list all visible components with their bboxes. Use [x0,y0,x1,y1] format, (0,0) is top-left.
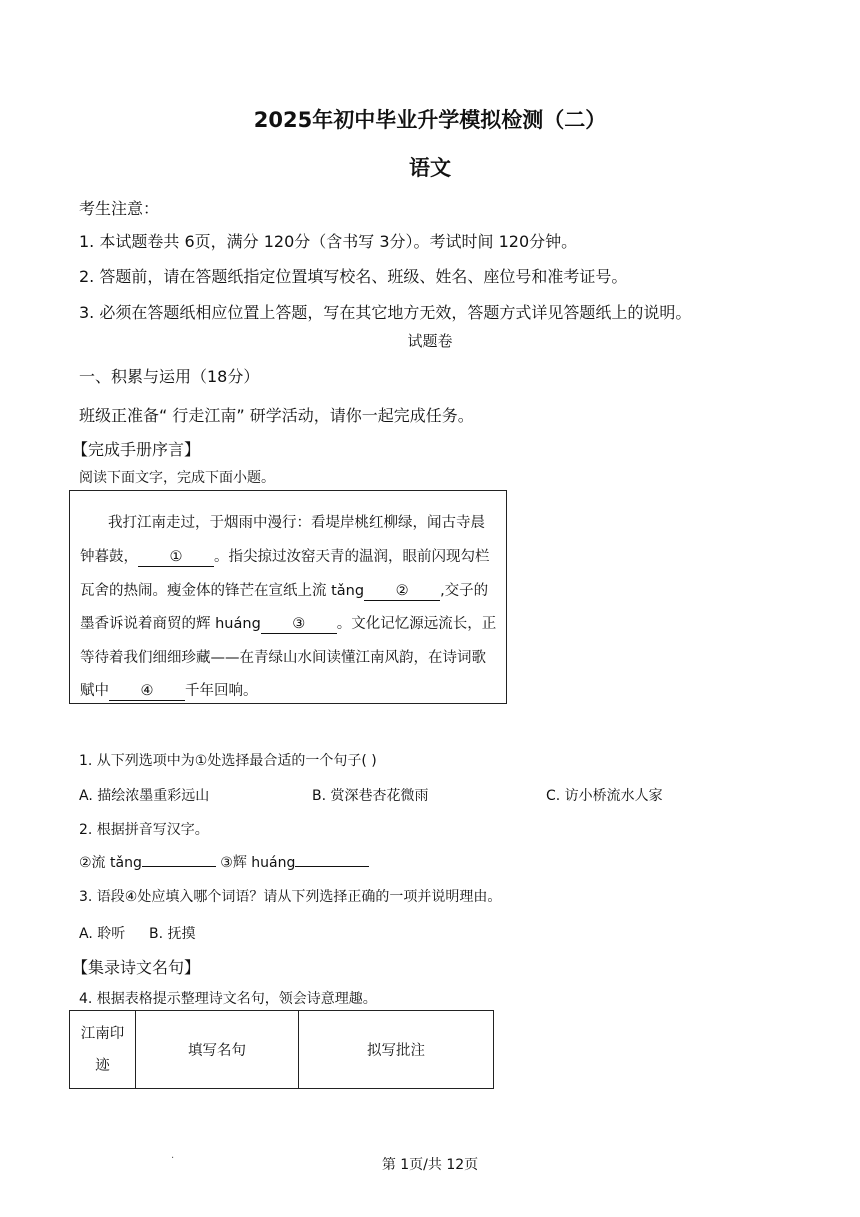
blank-1[interactable]: ① [138,550,214,567]
table-header-annotation: 拟写批注 [299,1011,494,1089]
question-1-stem: 1. 从下列选项中为①处选择最合适的一个句子( ) [79,753,377,769]
question-2-stem: 2. 根据拼音写汉字。 [79,822,209,838]
exam-title: 2025年初中毕业升学模拟检测（二） [253,108,607,132]
notice-item-2: 2. 答题前，请在答题纸指定位置填写校名、班级、姓名、座位号和准考证号。 [79,267,628,286]
notice-item-3: 3. 必须在答题纸相应位置上答题，写在其它地方无效，答题方式详见答题纸上的说明。 [79,303,692,322]
blank-2[interactable]: ② [364,584,440,601]
task-intro: 班级正准备“ 行走江南” 研学活动，请你一起完成任务。 [79,406,474,425]
poem-table [69,1010,494,1089]
reading-instruction: 阅读下面文字，完成下面小题。 [79,470,275,486]
passage-line-2: 钟暮鼓， ① 。指尖掠过汝窑天青的温润，眼前闪现勾栏 [80,549,490,565]
notice-heading: 考生注意： [79,199,160,218]
subsection-heading-poems: 【集录诗文名句】 [72,958,201,977]
question-4-stem: 4. 根据表格提示整理诗文名句，领会诗意理趣。 [79,991,377,1007]
question-2-pinyin-row: ②流 tǎng ③辉 huáng [79,852,369,872]
passage-line-6: 赋中 ④ 千年回响。 [80,683,258,699]
answer-line-2[interactable] [142,852,216,867]
exam-subject: 语文 [409,156,451,180]
blank-4[interactable]: ④ [109,684,185,701]
table-header-region: 江南印 迹 [70,1011,136,1089]
question-1-option-c[interactable]: C. 访小桥流水人家 [546,788,663,804]
footer-mark: . [171,1150,175,1161]
question-3-option-b[interactable]: B. 抚摸 [149,926,196,942]
passage-line-5: 等待着我们细细珍藏——在青绿山水间读懂江南风韵，在诗词歌 [80,650,486,666]
paper-label: 试题卷 [407,332,453,350]
passage-line-3: 瓦舍的热闹。瘦金体的锋芒在宣纸上流 tǎng ② ,交子的 [80,583,489,599]
passage-box [69,490,507,704]
page-number: 第 1页/共 12页 [381,1157,479,1173]
table-header-quote: 填写名句 [136,1011,299,1089]
passage-line-4: 墨香诉说着商贸的辉 huáng ③ 。文化记忆源远流长，正 [80,616,497,632]
question-1-option-a[interactable]: A. 描绘浓墨重彩远山 [79,788,210,804]
table-header-row [70,1011,494,1089]
passage-line-1: 我打江南走过，于烟雨中漫行：看堤岸桃红柳绿，闻古寺晨 [108,515,485,531]
notice-item-1: 1. 本试题卷共 6页，满分 120分（含书写 3分）。考试时间 120分钟。 [79,232,578,251]
question-3-stem: 3. 语段④处应填入哪个词语？请从下列选择正确的一项并说明理由。 [79,889,502,905]
question-1-option-b[interactable]: B. 赏深巷杏花微雨 [312,788,429,804]
subsection-heading-preface: 【完成手册序言】 [72,440,201,459]
answer-line-3[interactable] [295,852,369,867]
question-3-option-a[interactable]: A. 聆听 [79,926,126,942]
blank-3[interactable]: ③ [261,617,337,634]
section-heading: 一、积累与运用（18分） [79,367,260,386]
